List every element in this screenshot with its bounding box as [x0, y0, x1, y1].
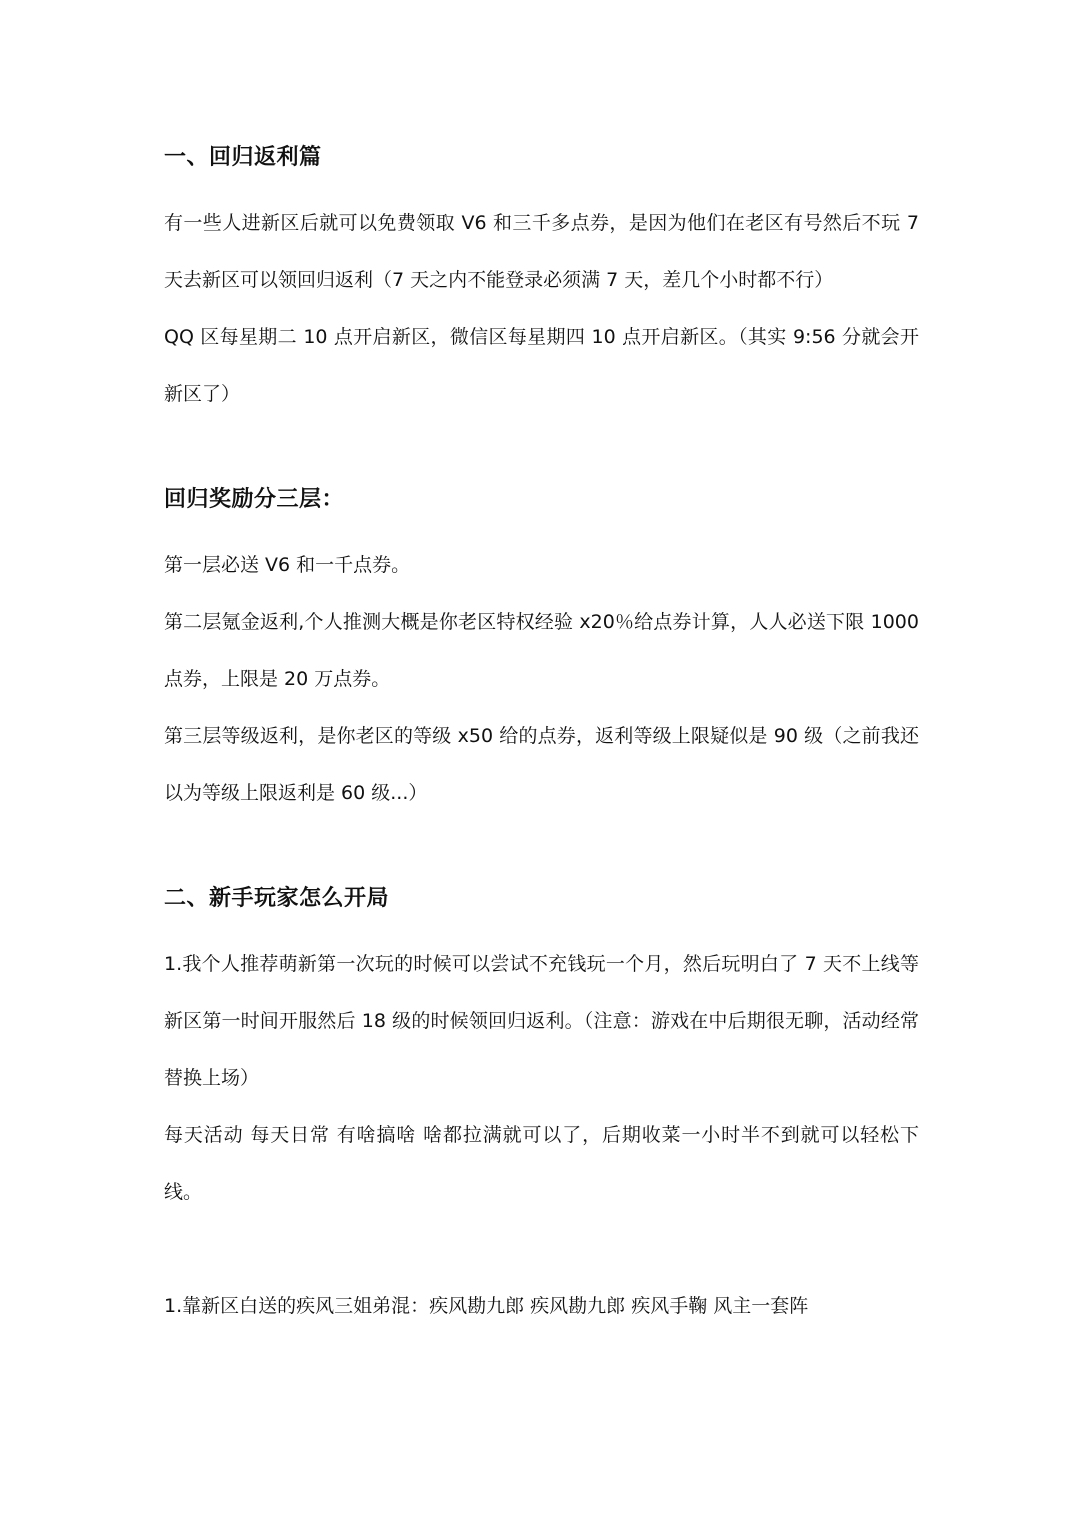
- spacer: [164, 822, 919, 879]
- paragraph: QQ 区每星期二 10 点开启新区，微信区每星期四 10 点开启新区。（其实 9:56 分就会开新区了）: [164, 326, 919, 405]
- paragraph: 有一些人进新区后就可以免费领取 V6 和三千多点券，是因为他们在老区有号然后不玩 7 天去新区可以领回归返利（7 天之内不能登录必须满 7 天，差几个小时都不行）: [164, 212, 919, 291]
- spacer: [164, 1221, 919, 1278]
- section-reward-tiers: [164, 480, 919, 822]
- section-heading: 回归奖励分三层：: [164, 487, 345, 512]
- section-rebate: [164, 138, 919, 423]
- spacer: [164, 423, 919, 480]
- paragraph: 第二层氪金返利,个人推测大概是你老区特权经验 x20％给点券计算，人人必送下限 1000 点券，上限是 20 万点券。: [164, 611, 919, 690]
- paragraph: 1.靠新区白送的疾风三姐弟混：疾风勘九郎 疾风勘九郎 疾风手鞠 风主一套阵: [164, 1295, 809, 1317]
- document-content: [164, 138, 919, 1335]
- paragraph: 第三层等级返利，是你老区的等级 x50 给的点券，返利等级上限疑似是 90 级（之前我还以为等级上限返利是 60 级...）: [164, 725, 919, 804]
- section-heading: 二、新手玩家怎么开局: [164, 886, 390, 911]
- section-beginner-start: [164, 879, 919, 1335]
- paragraph: 第一层必送 V6 和一千点券。: [164, 554, 411, 576]
- section-heading: 一、回归返利篇: [164, 145, 322, 170]
- paragraph: 每天活动 每天日常 有啥搞啥 啥都拉满就可以了，后期收菜一小时半不到就可以轻松下线。: [164, 1124, 919, 1203]
- paragraph: 1.我个人推荐萌新第一次玩的时候可以尝试不充钱玩一个月，然后玩明白了 7 天不上线等新区第一时间开服然后 18 级的时候领回归返利。（注意：游戏在中后期很无聊，活动经常替换上场）: [164, 953, 919, 1089]
